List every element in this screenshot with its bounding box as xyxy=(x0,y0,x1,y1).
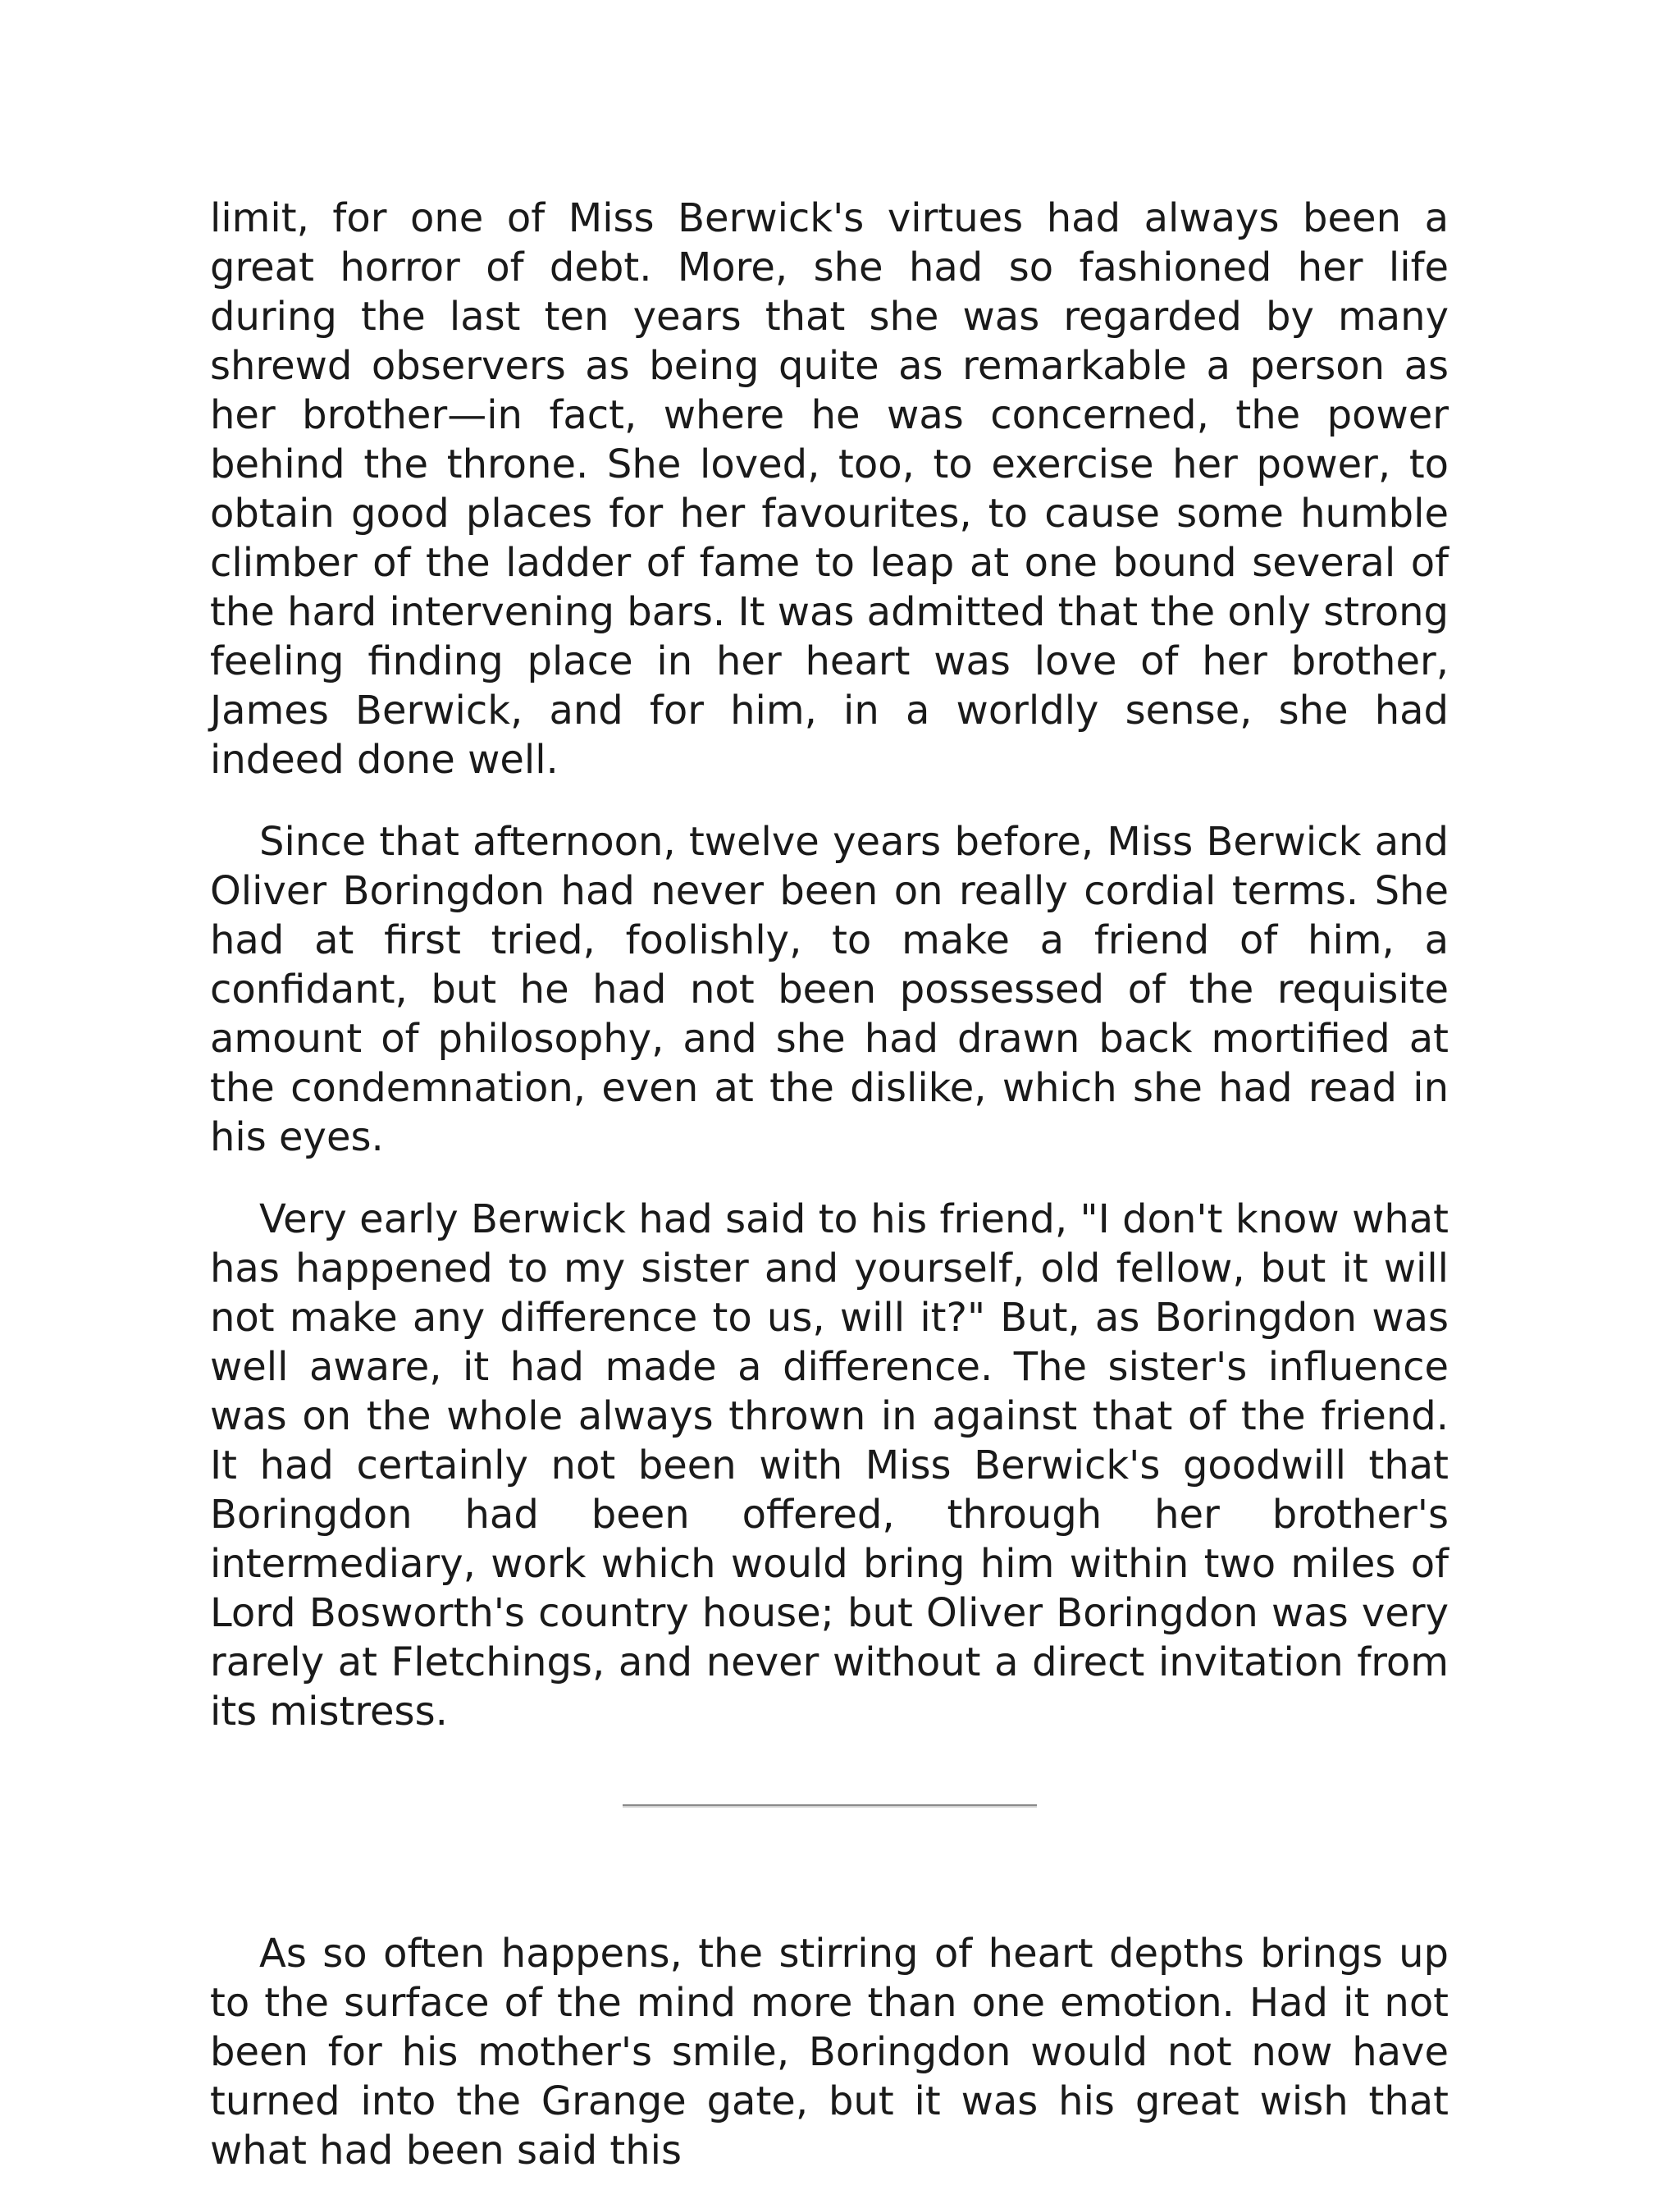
paragraph-3: Very early Berwick had said to his friend, "I don't know what has happened to my sister and yourself, old fellow, but it will not make any difference to us, will it?" But, as Boringdon was well aware, it had made a difference. The sister's influence was on the whole always thrown in against that of the friend. It had certainly not been with Miss Berwick's goodwill that Boringdon had been offered, through her brother's intermediary, work which would bring him within two miles of Lord Bosworth's country house; but Oliver Boringdon was very rarely at Fletchings, and never without a direct invitation from its mistress. xyxy=(210,1196,1449,1735)
paragraph-4: As so often happens, the stirring of heart depths brings up to the surface of the mind more than one emotion. Had it not been for his mother's smile, Boringdon would not now have turned into the Grange gate, but it was his great wish that what had been said this xyxy=(210,1931,1449,2174)
paragraph-2: Since that afternoon, twelve years before, Miss Berwick and Oliver Boringdon had never been on really cordial terms. She had at first tried, foolishly, to make a friend of him, a confidant, but he had not been possessed of the requisite amount of philosophy, and she had drawn back mortified at the condemnation, even at the dislike, which she had read in his eyes. xyxy=(210,819,1449,1160)
section-divider xyxy=(623,1804,1037,1808)
paragraph-1: limit, for one of Miss Berwick's virtues had always been a great horror of debt. More, she had so fashioned her life during the last ten years that she was regarded by many shrewd observers as being quite as remarkable a person as her brother—in fact, where he was concerned, the power behind the throne. She loved, too, to exercise her power, to obtain good places for her favourites, to cause some humble climber of the ladder of fame to leap at one bound several of the hard intervening bars. It was admitted that the only strong feeling finding place in her heart was love of her brother, James Berwick, and for him, in a worldly sense, she had indeed done well. xyxy=(210,195,1449,783)
document-page xyxy=(210,194,1449,2208)
